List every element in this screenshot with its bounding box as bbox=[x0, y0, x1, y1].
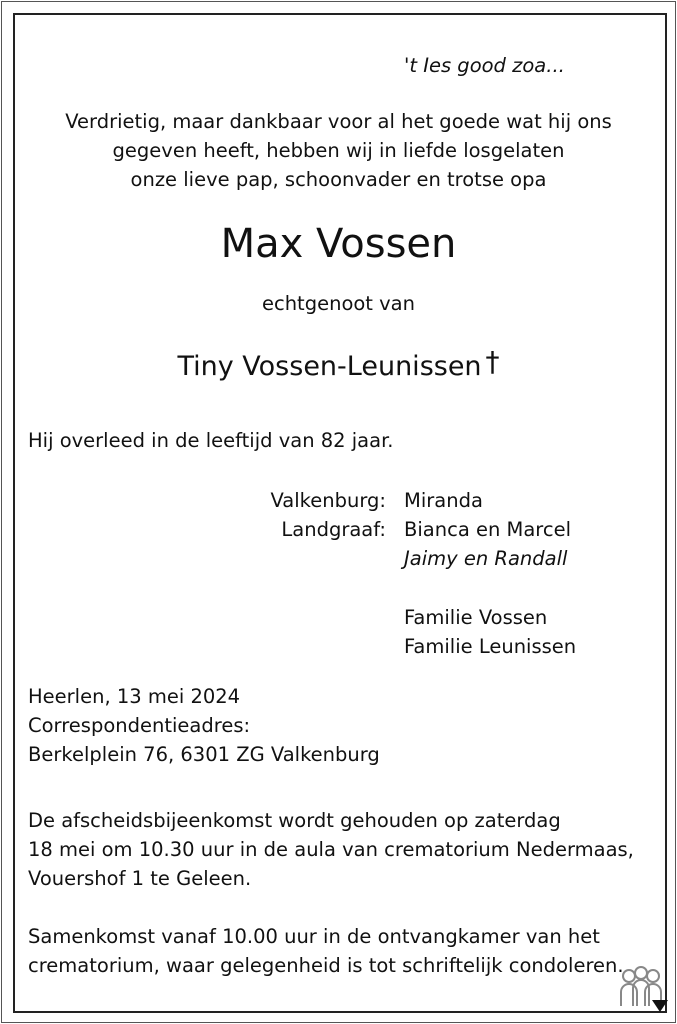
intro-line-3: onze lieve pap, schoonvader en trotse opa bbox=[130, 168, 547, 191]
intro-line-2: gegeven heeft, hebben wij in liefde losgelaten bbox=[112, 139, 565, 162]
down-arrow-icon[interactable] bbox=[652, 1000, 668, 1012]
intro-line-1: Verdrietig, maar dankbaar voor al het goede wat hij ons bbox=[65, 110, 612, 133]
family-names-4: Familie Vossen bbox=[404, 606, 548, 629]
ceremony-line-1: De afscheidsbijeenkomst wordt gehouden op zaterdag bbox=[28, 809, 561, 832]
family-names-3: Jaimy en Randall bbox=[404, 547, 568, 570]
gathering-line-1: Samenkomst vanaf 10.00 uur in de ontvangkamer van het bbox=[28, 925, 600, 948]
age-line: Hij overleed in de leeftijd van 82 jaar. bbox=[28, 429, 394, 452]
spouse-line bbox=[0, 345, 677, 385]
motto: 't Ies good zoa... bbox=[404, 54, 565, 77]
gathering-line-2: crematorium, waar gelegenheid is tot schriftelijk condoleren. bbox=[28, 954, 624, 977]
family-names-2: Bianca en Marcel bbox=[404, 518, 572, 541]
spouse-name: Tiny Vossen-Leunissen bbox=[177, 351, 482, 382]
ceremony-line-3: Vouershof 1 te Geleen. bbox=[28, 867, 252, 890]
correspondence-label: Correspondentieadres: bbox=[28, 714, 251, 737]
family-names-5: Familie Leunissen bbox=[404, 635, 577, 658]
ceremony-line-2: 18 mei om 10.30 uur in de aula van crematorium Nedermaas, bbox=[28, 838, 634, 861]
family-names-1: Miranda bbox=[404, 489, 483, 512]
deceased-name: Max Vossen bbox=[220, 221, 457, 267]
family-place-2: Landgraaf: bbox=[281, 518, 386, 541]
place-date: Heerlen, 13 mei 2024 bbox=[28, 685, 241, 708]
dagger-icon: † bbox=[485, 345, 500, 378]
correspondence-address: Berkelplein 76, 6301 ZG Valkenburg bbox=[28, 743, 380, 766]
family-place-1: Valkenburg: bbox=[270, 489, 386, 512]
spouse-intro: echtgenoot van bbox=[261, 292, 415, 315]
